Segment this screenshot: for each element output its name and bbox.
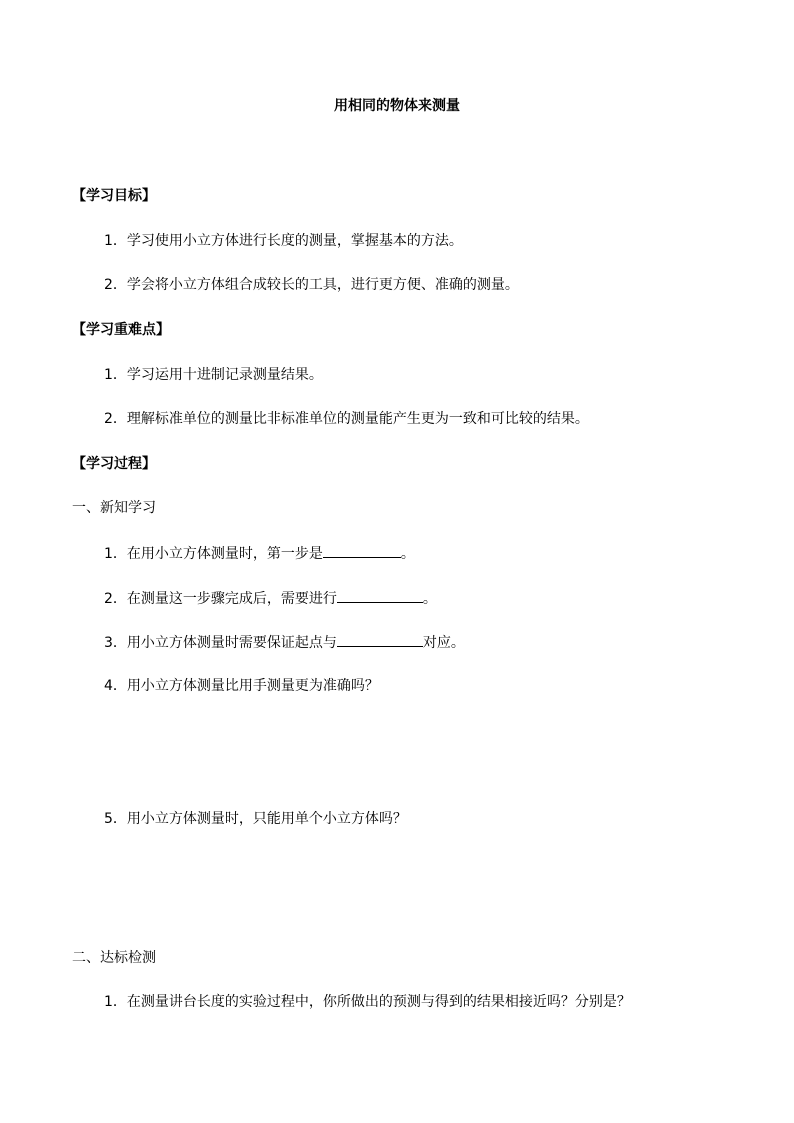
question-2 <box>104 587 437 609</box>
answer-blank-1[interactable] <box>323 542 401 558</box>
part2-question-1: 1．在测量讲台长度的实验过程中，你所做出的预测与得到的结果相接近吗？分别是？ <box>104 994 631 1010</box>
page-title: 用相同的物体来测量 <box>334 98 460 114</box>
goal-item-2: 2．学会将小立方体组合成较长的工具，进行更方便、准确的测量。 <box>104 277 519 293</box>
part2-label: 二、达标检测 <box>72 950 156 966</box>
key-point-item-1: 1．学习运用十进制记录测量结果。 <box>104 367 323 383</box>
question-3-suffix: 对应。 <box>422 635 465 651</box>
question-2-suffix: 。 <box>422 591 437 607</box>
answer-blank-3[interactable] <box>337 631 423 647</box>
question-3-text: 3．用小立方体测量时需要保证起点与 <box>104 635 337 651</box>
part1-label: 一、新知学习 <box>72 500 156 516</box>
process-heading: 【学习过程】 <box>72 456 156 472</box>
goals-heading: 【学习目标】 <box>72 188 156 204</box>
goal-item-1: 1．学习使用小立方体进行长度的测量，掌握基本的方法。 <box>104 233 463 249</box>
question-2-text: 2．在测量这一步骤完成后，需要进行 <box>104 591 337 607</box>
question-1-suffix: 。 <box>400 546 415 562</box>
question-5: 5．用小立方体测量时，只能用单个小立方体吗？ <box>104 811 407 827</box>
question-1-text: 1．在用小立方体测量时，第一步是 <box>104 546 323 562</box>
question-4: 4．用小立方体测量比用手测量更为准确吗？ <box>104 678 379 694</box>
answer-blank-2[interactable] <box>337 587 423 603</box>
question-3 <box>104 631 465 653</box>
question-1 <box>104 542 415 564</box>
key-point-item-2: 2．理解标准单位的测量比非标准单位的测量能产生更为一致和可比较的结果。 <box>104 411 589 427</box>
key-points-heading: 【学习重难点】 <box>72 322 170 338</box>
